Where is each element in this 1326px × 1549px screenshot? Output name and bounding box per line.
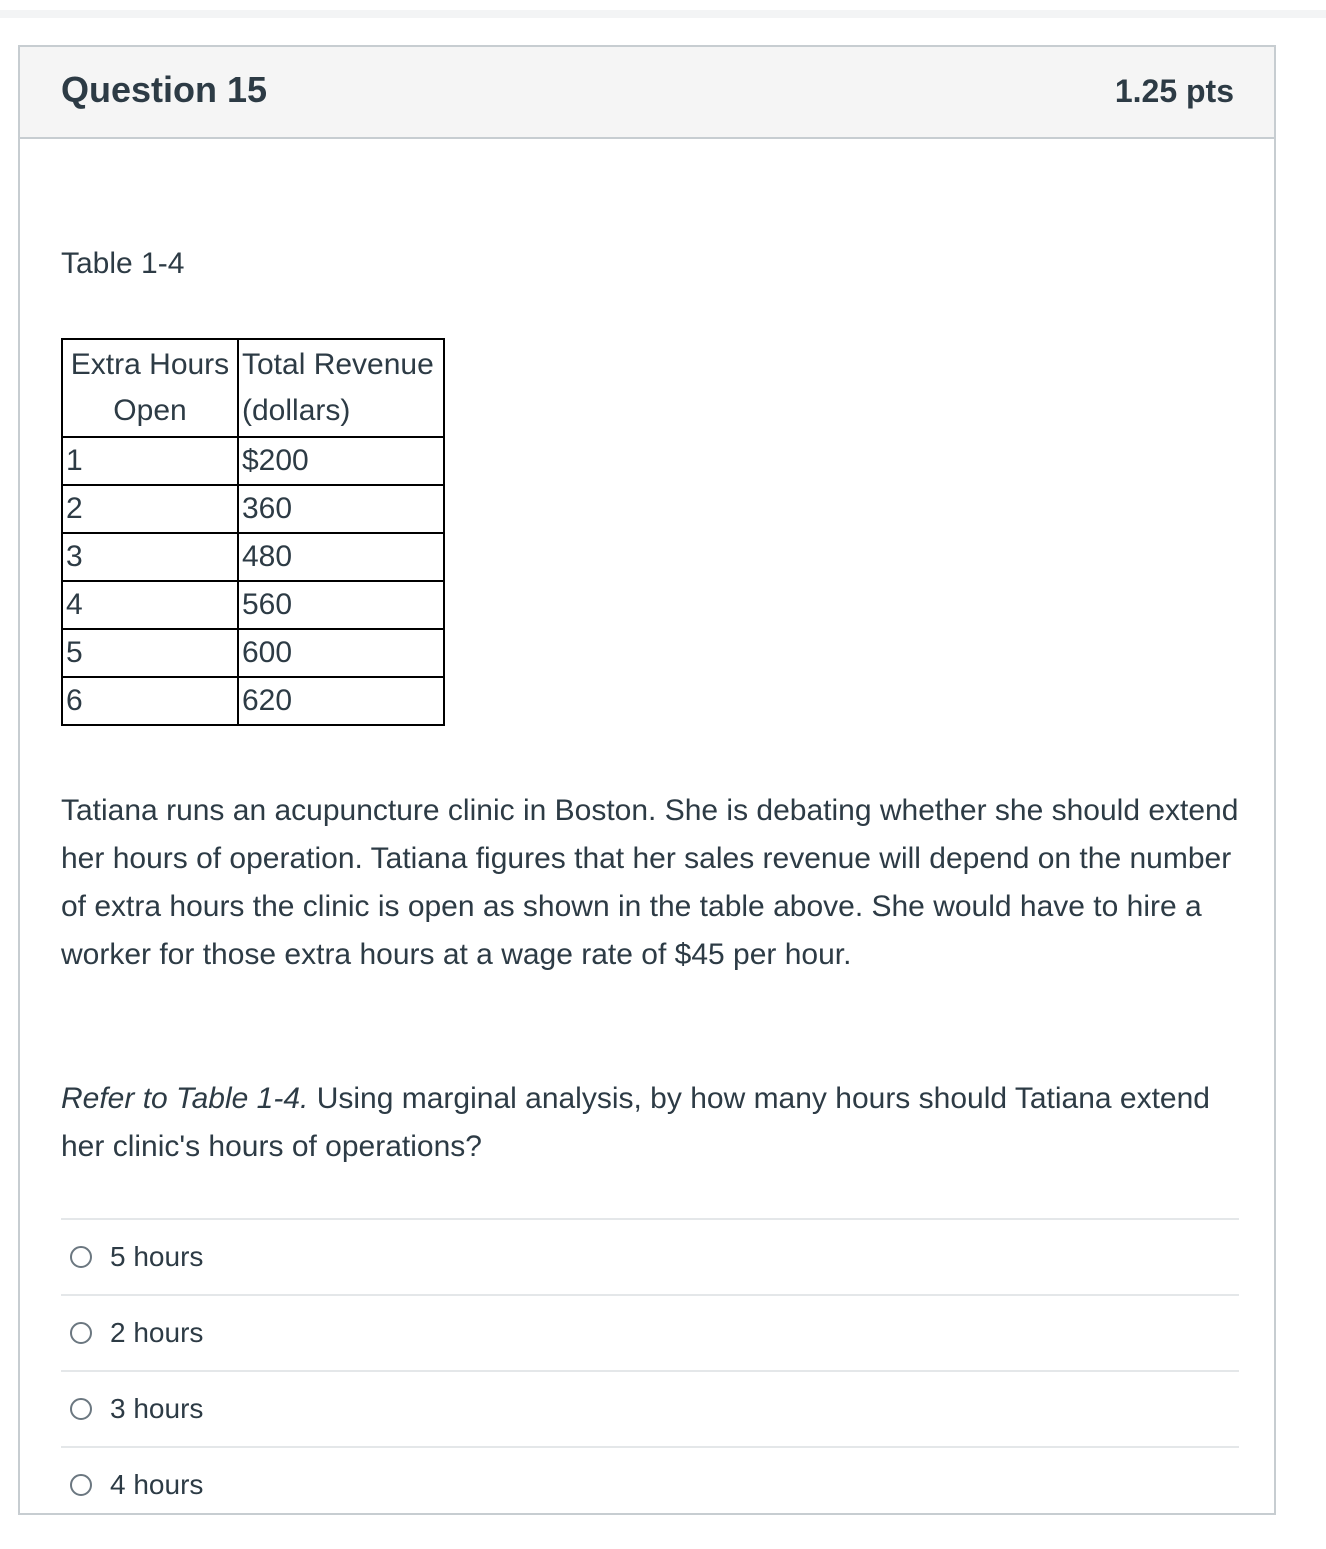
table-caption: Table 1-4 [61,247,185,280]
prompt-text: Using marginal analysis, by how many hours should Tatiana extend her clinic's hours of operations? [61,1082,1210,1163]
cell-revenue: 480 [238,533,444,581]
cell-revenue: $200 [238,437,444,485]
scenario-paragraph: Tatiana runs an acupuncture clinic in Boston. She is debating whether she should extend her hours of operation. Tatiana figures that her sales revenue will depend on the number of extra hours the clinic is open as shown in the table above. She would have to hire a worker for those extra hours at a wage rate of $45 per hour. [61,794,1239,971]
cell-hours: 4 [62,581,238,629]
question-header [20,47,1274,139]
top-divider [0,10,1326,18]
question-title: Question 15 [61,69,268,110]
table-row [62,437,444,485]
cell-hours: 1 [62,437,238,485]
header-total-revenue [238,339,444,437]
answer-option-3-hours[interactable] [61,1370,1239,1446]
table-row [62,629,444,677]
cell-revenue: 620 [238,677,444,725]
table-row [62,581,444,629]
question-card [18,45,1276,1515]
answer-option-2-hours[interactable] [61,1294,1239,1370]
header-total-revenue-line1: Total Revenue [242,348,434,381]
table-row [62,485,444,533]
cell-hours: 5 [62,629,238,677]
answer-label[interactable]: 4 hours [110,1469,204,1500]
answer-option-5-hours[interactable] [61,1218,1239,1294]
table-header-row [62,339,444,437]
radio-button[interactable] [70,1246,92,1268]
table-row [62,677,444,725]
header-extra-hours-line1: Extra Hours [70,348,230,381]
radio-button[interactable] [70,1322,92,1344]
answer-label[interactable]: 2 hours [110,1317,204,1348]
radio-button[interactable] [70,1398,92,1420]
cell-hours: 3 [62,533,238,581]
cell-hours: 2 [62,485,238,533]
question-prompt [61,1075,1241,1171]
prompt-reference: Refer to Table 1-4. [61,1082,309,1115]
cell-revenue: 360 [238,485,444,533]
header-extra-hours-line2: Open [113,394,187,427]
cell-revenue: 560 [238,581,444,629]
table-row [62,533,444,581]
answer-option-4-hours[interactable] [61,1446,1239,1522]
answer-list [61,1218,1239,1522]
answer-label[interactable]: 5 hours [110,1241,204,1272]
radio-button[interactable] [70,1474,92,1496]
cell-revenue: 600 [238,629,444,677]
answer-label[interactable]: 3 hours [110,1393,204,1424]
cell-hours: 6 [62,677,238,725]
revenue-table [61,338,445,726]
header-extra-hours [62,339,238,437]
question-points: 1.25 pts [1114,73,1234,109]
header-total-revenue-line2: (dollars) [242,394,351,427]
